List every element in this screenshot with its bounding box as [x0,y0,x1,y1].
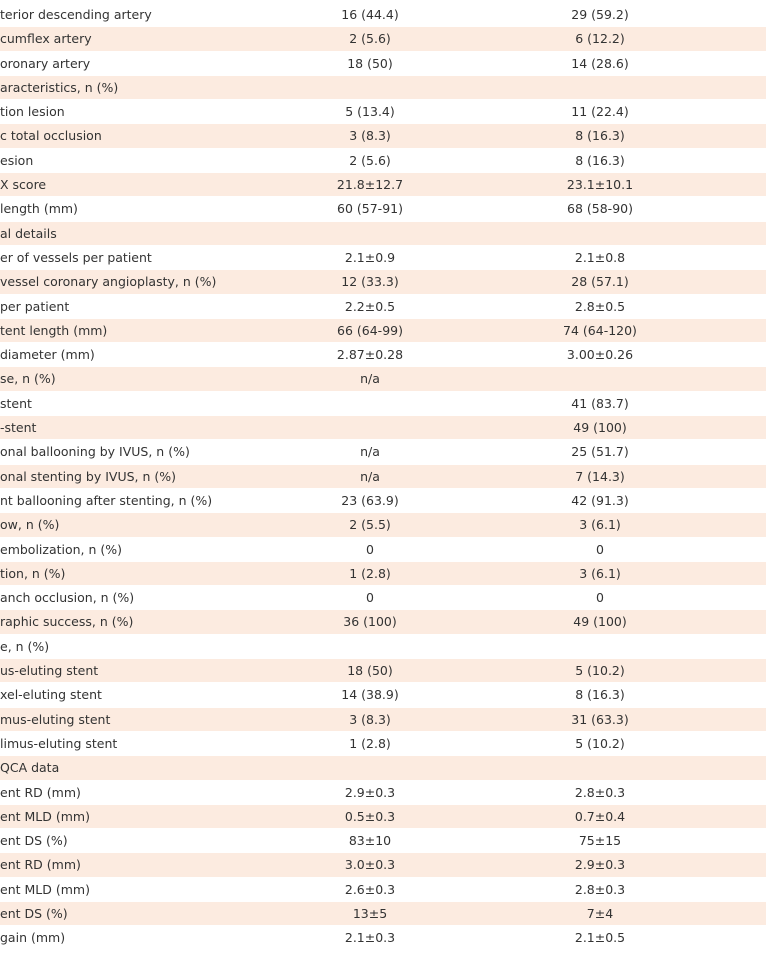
group2-value: 41 (83.7) [571,395,629,411]
group1-value: 2.6±0.3 [344,881,396,897]
row-label-text: anch occlusion, n (%) [0,590,135,606]
row-label [0,902,250,926]
row-label-text: oronary artery [0,55,91,71]
table-row [0,781,766,805]
table-row [0,635,766,659]
group1-value: 21.8±12.7 [336,177,404,193]
table-row [0,513,766,537]
table-row [0,732,766,756]
row-label-text: tion lesion [0,104,65,120]
group1-value: n/a [360,468,380,484]
row-label-text: nt ballooning after stenting, n (%) [0,492,213,508]
group2-value: 2.1±0.5 [574,930,626,946]
table-row [0,343,766,367]
row-label-text: ent DS (%) [0,905,68,921]
table-row [0,197,766,221]
group2-value: 7±4 [586,905,614,921]
row-label [0,562,250,586]
group2-value: 49 (100) [573,614,627,630]
table-row [0,246,766,270]
row-label [0,3,250,27]
row-label [0,52,250,76]
row-label-text: diameter (mm) [0,347,95,363]
group2-value: 5 (10.2) [575,735,625,751]
table-row [0,52,766,76]
row-label [0,124,250,148]
group2-value: 0 [596,541,604,557]
table-row [0,319,766,343]
table-row [0,926,766,950]
row-label-text: terior descending artery [0,7,152,22]
group2-value: 3.00±0.26 [566,347,634,363]
group2-value: 2.8±0.5 [574,298,626,314]
row-label [0,392,250,416]
row-label [0,756,250,780]
group1-value: 3 (8.3) [349,711,391,727]
table-row [0,270,766,294]
group2-value: 8 (16.3) [575,687,625,703]
group1-value: 2.87±0.28 [336,347,404,363]
row-label [0,416,250,440]
row-label-text: vessel coronary angioplasty, n (%) [0,274,217,290]
table-row [0,367,766,391]
group2-value: 29 (59.2) [571,7,629,22]
group1-value: 14 (38.9) [341,687,399,703]
table-row [0,416,766,440]
row-label [0,197,250,221]
row-label [0,76,250,100]
row-label [0,829,250,853]
row-label [0,295,250,319]
group2-value: 23.1±10.1 [566,177,634,193]
group2-value: 11 (22.4) [571,104,629,120]
table-row [0,27,766,51]
group1-value: 2 (5.6) [349,152,391,168]
group2-value: 68 (58-90) [567,201,633,217]
table-row [0,100,766,124]
group1-value: n/a [360,444,380,460]
group2-value: 74 (64-120) [563,322,637,338]
row-label [0,465,250,489]
row-label-text: esion [0,152,34,168]
row-label-text: ent RD (mm) [0,784,81,800]
group2-value: 5 (10.2) [575,663,625,679]
row-label-text: ent RD (mm) [0,857,81,873]
group2-value: 75±15 [578,833,622,849]
table-row [0,149,766,173]
group1-value: 2.9±0.3 [344,784,396,800]
table-row [0,440,766,464]
table-row [0,853,766,877]
group2-value: 31 (63.3) [571,711,629,727]
group2-value: 7 (14.3) [575,468,625,484]
row-label [0,270,250,294]
table-row [0,173,766,197]
table-row [0,295,766,319]
table-row [0,683,766,707]
group2-value: 2.9±0.3 [574,857,626,873]
row-divider [0,950,766,951]
table-row [0,465,766,489]
table-row [0,392,766,416]
row-label [0,853,250,877]
group2-value: 3 (6.1) [579,565,621,581]
group2-value: 2.1±0.8 [574,249,626,265]
table-row [0,489,766,513]
row-label-text: onal stenting by IVUS, n (%) [0,468,177,484]
row-label-text: X score [0,177,47,193]
row-label [0,513,250,537]
row-label [0,343,250,367]
table-row [0,76,766,100]
row-label [0,100,250,124]
row-label-text: QCA data [0,760,60,776]
table-row [0,659,766,683]
row-label-text: stent [0,395,32,411]
group1-value: 16 (44.4) [341,7,399,22]
group2-value: 28 (57.1) [571,274,629,290]
group1-value: 2.2±0.5 [344,298,396,314]
row-label [0,805,250,829]
row-label-text: limus-eluting stent [0,735,118,751]
row-label [0,222,250,246]
row-label [0,635,250,659]
row-label-text: embolization, n (%) [0,541,123,557]
table-row [0,222,766,246]
group1-value: 23 (63.9) [341,492,399,508]
group2-value: 42 (91.3) [571,492,629,508]
group1-value: 2 (5.6) [349,31,391,47]
row-label [0,781,250,805]
row-label-text: gain (mm) [0,930,66,946]
row-label [0,610,250,634]
row-label [0,149,250,173]
row-label-text: us-eluting stent [0,663,99,679]
row-label [0,538,250,562]
group1-value: 2.1±0.9 [344,249,396,265]
row-label-text: ent DS (%) [0,833,68,849]
row-label-text: aracteristics, n (%) [0,79,119,95]
row-label-text: se, n (%) [0,371,56,387]
group2-value: 0 [596,590,604,606]
group1-value: 1 (2.8) [349,735,391,751]
row-label-text: ow, n (%) [0,517,60,533]
row-label [0,367,250,391]
row-label [0,173,250,197]
group1-value: n/a [360,371,380,387]
table-row [0,878,766,902]
group1-value: 83±10 [348,833,392,849]
group1-value: 3 (8.3) [349,128,391,144]
group1-value: 60 (57-91) [337,201,403,217]
row-label-text: tion, n (%) [0,565,66,581]
row-label-text: e, n (%) [0,638,50,654]
row-label [0,27,250,51]
table-row [0,902,766,926]
group1-value: 18 (50) [347,55,393,71]
row-label-text: length (mm) [0,201,78,217]
row-label-text: tent length (mm) [0,322,108,338]
group1-value: 2.1±0.3 [344,930,396,946]
row-label-text: er of vessels per patient [0,249,152,265]
group2-value: 8 (16.3) [575,128,625,144]
group1-value: 66 (64-99) [337,322,403,338]
row-label-text: cumflex artery [0,31,92,47]
group1-value: 3.0±0.3 [344,857,396,873]
row-label [0,319,250,343]
group2-value: 6 (12.2) [575,31,625,47]
group1-value: 36 (100) [343,614,397,630]
table-row [0,562,766,586]
row-label-text: mus-eluting stent [0,711,111,727]
group2-value: 3 (6.1) [579,517,621,533]
group1-value: 0 [366,590,374,606]
table-row [0,3,766,27]
row-label-text: -stent [0,420,37,436]
row-label [0,246,250,270]
group2-value: 49 (100) [573,420,627,436]
group2-value: 25 (51.7) [571,444,629,460]
row-label [0,926,250,950]
table-row [0,124,766,148]
row-label [0,732,250,756]
group2-value: 0.7±0.4 [574,808,626,824]
group1-value: 12 (33.3) [341,274,399,290]
row-label-text: raphic success, n (%) [0,614,134,630]
group2-value: 8 (16.3) [575,152,625,168]
row-label [0,708,250,732]
row-label [0,586,250,610]
table-row [0,708,766,732]
table-row [0,586,766,610]
row-label [0,659,250,683]
table-row [0,805,766,829]
row-label [0,489,250,513]
group1-value: 2 (5.5) [349,517,391,533]
group1-value: 13±5 [352,905,388,921]
group1-value: 0.5±0.3 [344,808,396,824]
row-label-text: ent MLD (mm) [0,808,90,824]
group1-value: 0 [366,541,374,557]
data-table [0,3,766,951]
row-label-text: onal ballooning by IVUS, n (%) [0,444,190,460]
row-label [0,683,250,707]
group2-value: 14 (28.6) [571,55,629,71]
table-row [0,610,766,634]
row-label-text: per patient [0,298,70,314]
table-row [0,538,766,562]
row-label-text: c total occlusion [0,128,102,144]
group1-value: 18 (50) [347,663,393,679]
row-label [0,878,250,902]
group1-value: 5 (13.4) [345,104,395,120]
table-row [0,829,766,853]
row-label-text: ent MLD (mm) [0,881,90,897]
group1-value: 1 (2.8) [349,565,391,581]
group2-value: 2.8±0.3 [574,881,626,897]
group2-value: 2.8±0.3 [574,784,626,800]
row-label-text: al details [0,225,57,241]
table-row [0,756,766,780]
row-label [0,440,250,464]
row-label-text: xel-eluting stent [0,687,102,703]
